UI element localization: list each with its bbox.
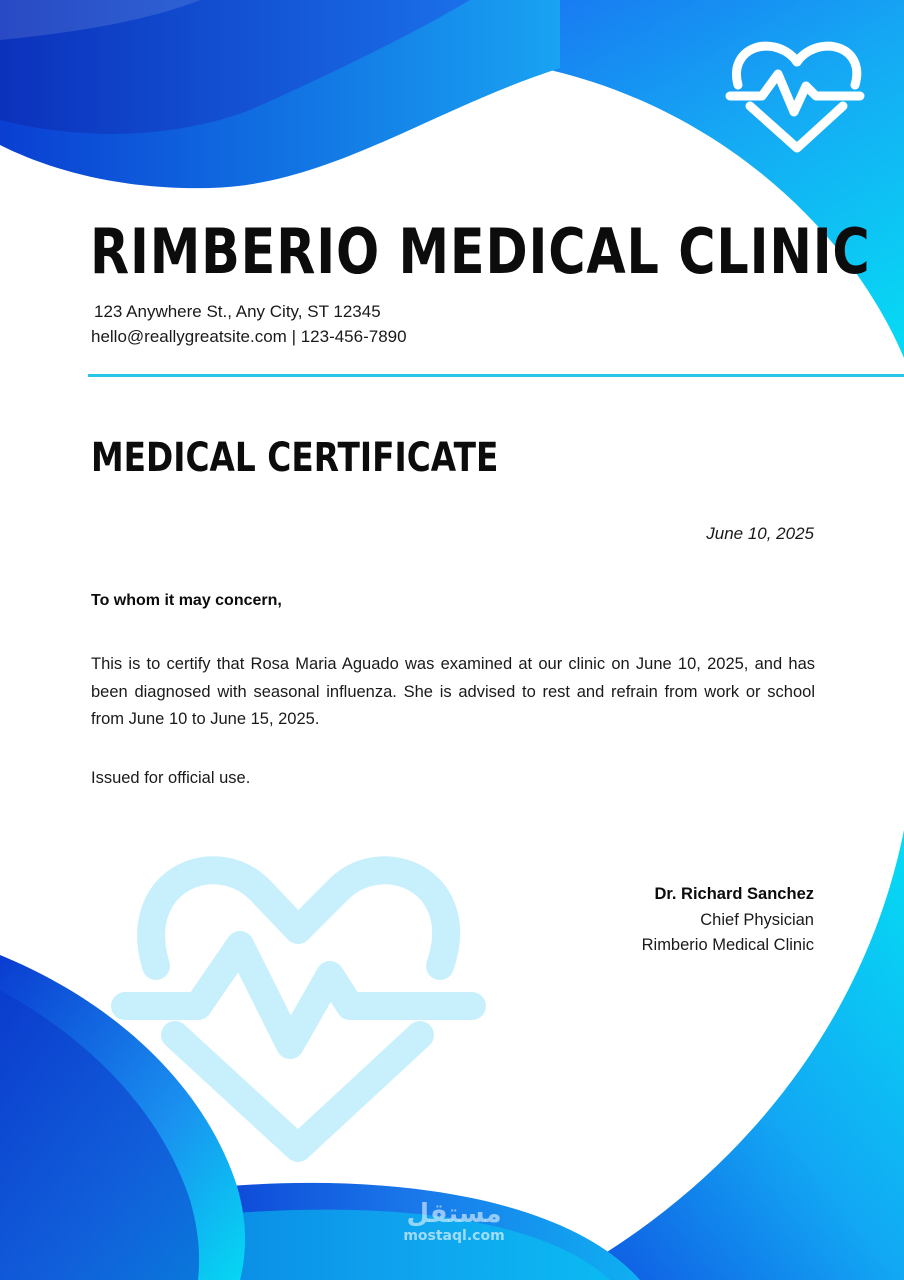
watermark: [398, 1200, 510, 1244]
signatory-name: Dr. Richard Sanchez: [654, 885, 814, 903]
document-title: MEDICAL CERTIFICATE: [91, 435, 499, 481]
clinic-address: 123 Anywhere St., Any City, ST 12345: [94, 302, 381, 321]
watermark-url: mostaql.com: [403, 1228, 505, 1244]
header-divider: [88, 374, 904, 377]
signatory-role: Chief Physician: [700, 911, 814, 929]
clinic-contact: hello@reallygreatsite.com | 123-456-7890: [91, 327, 407, 346]
closing-line: Issued for official use.: [91, 769, 251, 787]
certificate-date: June 10, 2025: [706, 524, 814, 543]
watermark-arabic: مستقل: [406, 1199, 502, 1229]
salutation: To whom it may concern,: [91, 592, 282, 609]
clinic-name: RIMBERIO MEDICAL CLINIC: [90, 215, 871, 288]
certificate-body: This is to certify that Rosa Maria Aguado was examined at our clinic on June 10, 2025, and has been diagnosed with seasonal influenza. She is advised to rest and refrain from work or school from June 10 to June 15, 2025.: [91, 655, 815, 728]
signatory-organization: Rimberio Medical Clinic: [641, 936, 814, 954]
